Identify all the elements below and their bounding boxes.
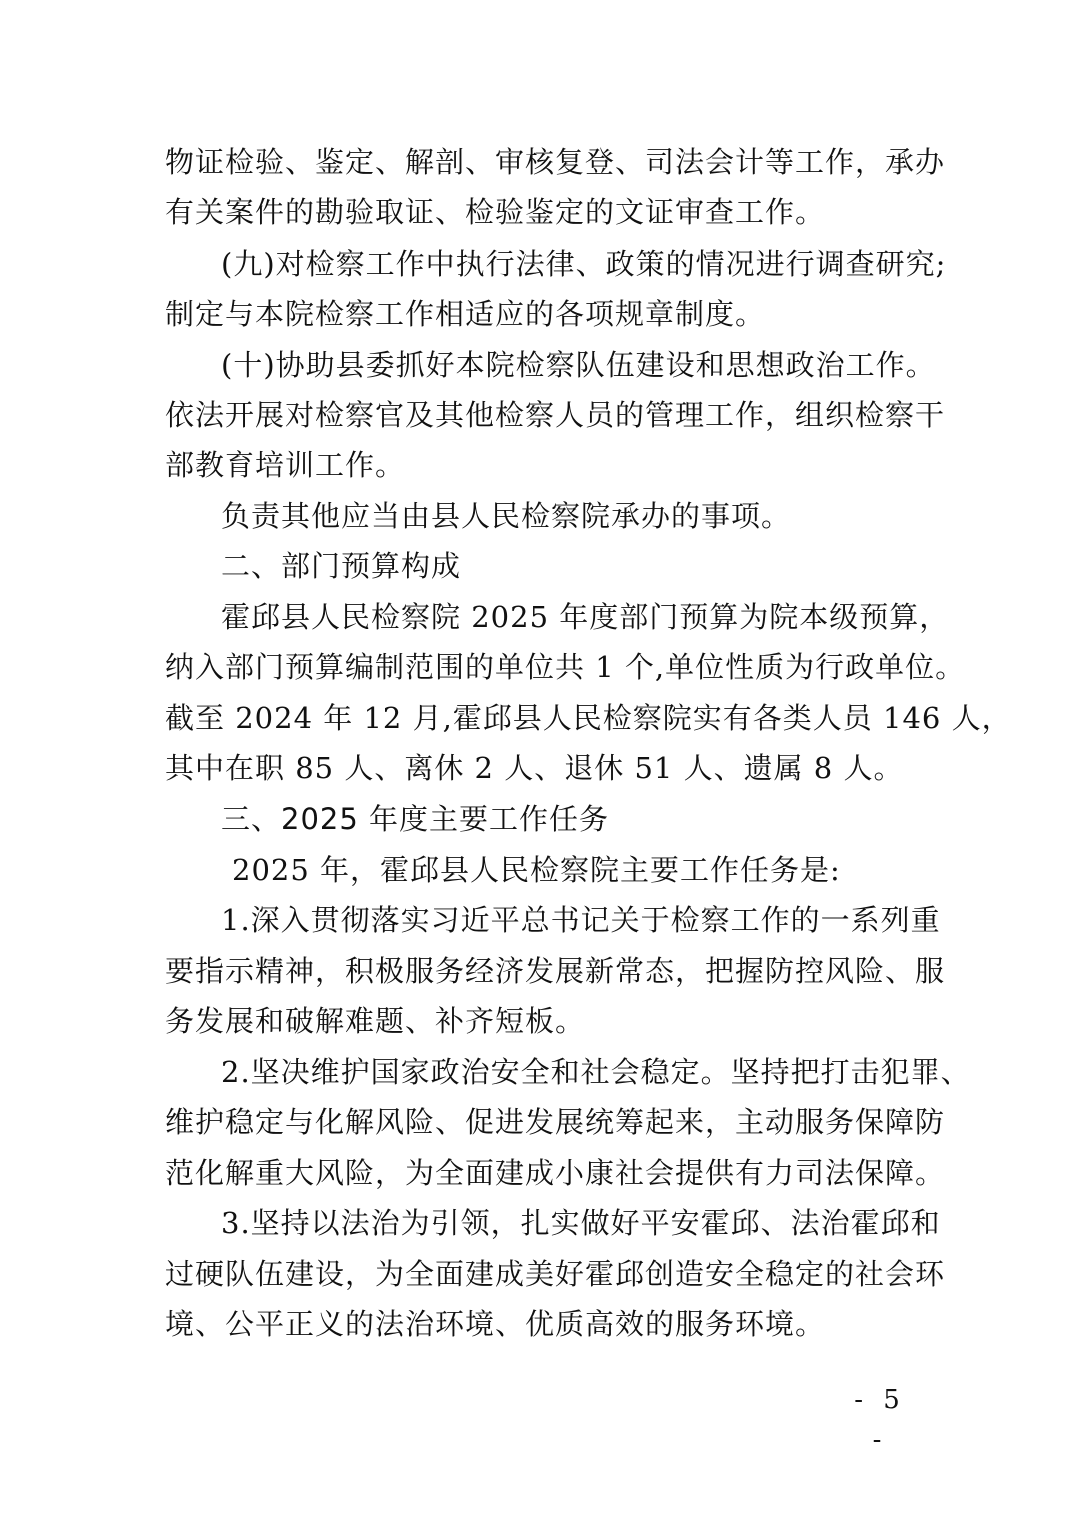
text-line: 有关案件的勘验取证、检验鉴定的文证审查工作。 [165, 195, 826, 229]
text-line: 1.深入贯彻落实习近平总书记关于检察工作的一系列重 [221, 903, 941, 937]
text-line: 纳入部门预算编制范围的单位共 1 个,单位性质为行政单位。 [165, 650, 966, 684]
section-heading: 二、部门预算构成 [221, 549, 462, 583]
text-line: 要指示精神，积极服务经济发展新常态，把握防控风险、服 [165, 954, 946, 988]
text-line: 截至 2024 年 12 月,霍邱县人民检察院实有各类人员 146 人， [165, 701, 1012, 735]
text-line: 负责其他应当由县人民检察院承办的事项。 [221, 499, 792, 533]
page-number: - 5 - [854, 1385, 906, 1455]
text-line: 境、公平正义的法治环境、优质高效的服务环境。 [165, 1307, 826, 1341]
text-line: (十)协助县委抓好本院检察队伍建设和思想政治工作。 [221, 348, 936, 382]
text-line: 过硬队伍建设，为全面建成美好霍邱创造安全稳定的社会环 [165, 1257, 946, 1291]
text-line: 3.坚持以法治为引领，扎实做好平安霍邱、法治霍邱和 [221, 1206, 941, 1240]
text-line: 2.坚决维护国家政治安全和社会稳定。坚持把打击犯罪、 [221, 1055, 971, 1089]
text-line: 维护稳定与化解风险、促进发展统筹起来，主动服务保障防 [165, 1105, 946, 1139]
text-line: (九)对检察工作中执行法律、政策的情况进行调查研究; [221, 247, 947, 281]
text-line: 依法开展对检察官及其他检察人员的管理工作，组织检察干 [165, 398, 946, 432]
text-line: 制定与本院检察工作相适应的各项规章制度。 [165, 297, 766, 331]
text-line: 务发展和破解难题、补齐短板。 [165, 1004, 586, 1038]
text-line: 其中在职 85 人、离休 2 人、退休 51 人、遗属 8 人。 [165, 751, 904, 785]
section-heading: 三、2025 年度主要工作任务 [221, 802, 610, 836]
text-line: 物证检验、鉴定、解剖、审核复登、司法会计等工作，承办 [165, 145, 946, 179]
text-line: 霍邱县人民检察院 2025 年度部门预算为院本级预算， [221, 600, 950, 634]
text-line: 范化解重大风险，为全面建成小康社会提供有力司法保障。 [165, 1156, 946, 1190]
text-line: 部教育培训工作。 [165, 448, 406, 482]
text-line: 2025 年，霍邱县人民检察院主要工作任务是: [232, 853, 841, 887]
